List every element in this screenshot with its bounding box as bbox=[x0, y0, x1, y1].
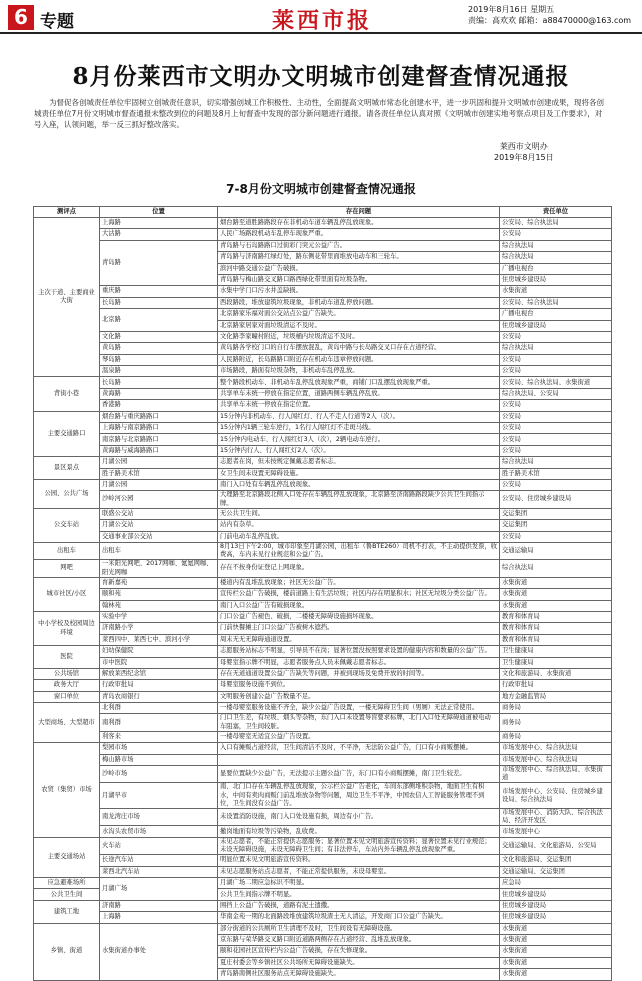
responsible-unit-cell: 水集街道 bbox=[500, 934, 612, 945]
problem-cell: 公共卫生间指示牌不明显。 bbox=[218, 889, 500, 900]
location-cell: 大沽路 bbox=[100, 229, 218, 240]
problem-cell: 南门入口处有车辆乱停乱放现象。 bbox=[218, 479, 500, 490]
responsible-unit-cell: 公安局、综合执法局 bbox=[500, 218, 612, 229]
problem-cell: 文化路李家疃村附近，垃圾桶内垃圾清运不及时。 bbox=[218, 331, 500, 342]
issue-info bbox=[468, 4, 631, 26]
location-cell: 莱西北汽车站 bbox=[100, 866, 218, 877]
location-cell: 济南路 bbox=[100, 900, 218, 911]
problem-cell: 青岛路南侧社区服务站点无障碍设施缺失。 bbox=[218, 969, 500, 980]
table-row bbox=[34, 560, 612, 577]
responsible-unit-cell: 文化和旅游局、交运集团 bbox=[500, 855, 612, 866]
problem-cell: 显要位置缺少公益广告，无法提示主题公益广告，东门口有小商贩摆摊，南门卫生较差。 bbox=[218, 766, 500, 783]
page-number: 6 bbox=[8, 5, 34, 30]
table-row bbox=[34, 691, 612, 702]
problem-cell: 志愿服务站标志不明显，引导员不在岗；显著位置没按照要求设置的健康内容和数量的公益广告。 bbox=[218, 646, 500, 657]
location-cell: 月湖早市 bbox=[100, 783, 218, 809]
responsible-unit-cell: 水集街道 bbox=[500, 286, 612, 297]
table-row bbox=[34, 218, 612, 229]
responsible-unit-cell: 公安局、综合执法局 bbox=[500, 297, 612, 308]
signature-block bbox=[494, 141, 554, 163]
signature-org: 莱西市文明办 bbox=[499, 142, 548, 151]
problem-cell: 母婴室服务设施不到位。 bbox=[218, 680, 500, 691]
evaluation-point-cell: 景区景点 bbox=[34, 457, 100, 480]
table-row bbox=[34, 731, 612, 742]
responsible-unit-cell: 交通运输局、交运集团 bbox=[500, 866, 612, 877]
table-row bbox=[34, 491, 612, 508]
problem-cell: 北京路家乐福对面公交站点公益广告缺失。 bbox=[218, 309, 500, 320]
location-cell: 翰林苑 bbox=[100, 600, 218, 611]
table-row bbox=[34, 611, 612, 622]
location-cell: 长岛路 bbox=[100, 377, 218, 388]
location-cell: 长岛路 bbox=[100, 297, 218, 308]
table-row bbox=[34, 783, 612, 809]
responsible-unit-cell: 住房城乡建设局 bbox=[500, 320, 612, 331]
problem-cell: 华南金苑一期的北面路段堆放建筑垃圾渣土无人清运，开发商门口公益广告缺失。 bbox=[218, 912, 500, 923]
responsible-unit-cell: 公安局 bbox=[500, 229, 612, 240]
responsible-unit-cell: 综合执法局、公安局 bbox=[500, 388, 612, 399]
table-row bbox=[34, 400, 612, 411]
responsible-unit-cell: 广播电视台 bbox=[500, 263, 612, 274]
location-cell: 月湖广场 bbox=[100, 878, 218, 901]
table-row bbox=[34, 577, 612, 588]
location-cell: 月湖公园 bbox=[100, 457, 218, 468]
evaluation-point-cell: 公共场馆 bbox=[34, 668, 100, 679]
table-row bbox=[34, 855, 612, 866]
evaluation-point-cell: 农贸（集贸）市场 bbox=[34, 743, 100, 838]
location-cell: 利客来 bbox=[100, 731, 218, 742]
evaluation-point-cell: 医院 bbox=[34, 646, 100, 669]
responsible-unit-cell: 交运集团 bbox=[500, 520, 612, 531]
table-row bbox=[34, 479, 612, 490]
location-cell: 北利群 bbox=[100, 703, 218, 714]
location-cell: 解放莱西纪念馆 bbox=[100, 668, 218, 679]
evaluation-point-cell: 城市社区/小区 bbox=[34, 577, 100, 611]
evaluation-point-cell: 公园、公共广场 bbox=[34, 479, 100, 508]
section-label: 专题 bbox=[40, 12, 74, 32]
responsible-unit-cell: 公安局 bbox=[500, 411, 612, 422]
location-cell: 重庆路 bbox=[100, 286, 218, 297]
problem-cell bbox=[218, 754, 500, 765]
location-cell: 济南路小学 bbox=[100, 623, 218, 634]
location-cell: 水集街道办事处 bbox=[100, 923, 218, 980]
responsible-unit-cell: 交运集团 bbox=[500, 508, 612, 519]
location-cell: 莱西四中、莱西七中、滨河小学 bbox=[100, 634, 218, 645]
problem-cell: 整个路段机动车、非机动车乱停乱放现象严重，商铺门口乱摆乱放现象严重。 bbox=[218, 377, 500, 388]
location-cell: 联盛公交站 bbox=[100, 508, 218, 519]
table-row bbox=[34, 923, 612, 934]
location-cell: 香港路 bbox=[100, 400, 218, 411]
problem-cell: 8月13日下午2:00，城市印象至月湖公园，出租车（鲁BTE260）司机不打表，不主动提供发票，收费高，车内未见行业规范和公益广告。 bbox=[218, 542, 500, 559]
evaluation-point-cell: 主要交通路口 bbox=[34, 411, 100, 457]
responsible-unit-cell: 公安局 bbox=[500, 479, 612, 490]
problem-cell: 一楼母婴室服务设施不齐全，缺少公益广告设置，一楼无障碍卫生间（男厕）无法正常使用。 bbox=[218, 703, 500, 714]
problem-cell: 入口有摊贩占道经营，卫生间清洁不及时，不平净，无法防公益广告，门口有小商贩摆摊。 bbox=[218, 743, 500, 754]
table-row bbox=[34, 520, 612, 531]
problem-cell: 15分钟内非机动车、行人闯红灯、行人不走人行道等2人（次）。 bbox=[218, 411, 500, 422]
location-cell: 梨园市场 bbox=[100, 743, 218, 754]
inspection-table bbox=[33, 206, 612, 981]
problem-cell: 15分钟内电动车、行人闯红灯3人（次），2辆电动车逆行。 bbox=[218, 434, 500, 445]
responsible-unit-cell: 水集街道 bbox=[500, 577, 612, 588]
responsible-unit-cell: 市场发展中心、综合执法局 bbox=[500, 754, 612, 765]
location-cell: 青岛路 bbox=[100, 240, 218, 286]
responsible-unit-cell: 地方金融监管局 bbox=[500, 691, 612, 702]
problem-cell: 青岛路与济南路红绿灯处，路东侧花带里面堆放电动车和三轮车。 bbox=[218, 252, 500, 263]
responsible-unit-cell: 市场发展中心、综合执法局 bbox=[500, 743, 612, 754]
responsible-unit-cell: 水集街道 bbox=[500, 957, 612, 968]
table-row bbox=[34, 445, 612, 456]
responsible-unit-cell: 公安局 bbox=[500, 445, 612, 456]
responsible-unit-cell: 住房城乡建设局 bbox=[500, 274, 612, 285]
table-row bbox=[34, 377, 612, 388]
responsible-unit-cell: 教育和体育局 bbox=[500, 623, 612, 634]
newspaper-logo: 莱西市报 bbox=[272, 8, 373, 34]
responsible-unit-cell: 市场发展中心、公安局、住房城乡建设局、综合执法局 bbox=[500, 783, 612, 809]
problem-cell: 市场路段，路面有垃圾杂物，非机动车乱停乱放。 bbox=[218, 366, 500, 377]
table-header-row bbox=[34, 207, 612, 218]
problem-cell: 存在无道通道设置公益广告缺失等问题，并被到现场及免费开放的时间等。 bbox=[218, 668, 500, 679]
table-row bbox=[34, 837, 612, 854]
responsible-unit-cell: 商务局 bbox=[500, 714, 612, 731]
location-cell: 北京路 bbox=[100, 309, 218, 332]
responsible-unit-cell: 公安局、综合执法局、水集街道 bbox=[500, 377, 612, 388]
problem-cell: 水集中学门口污水井盖缺损。 bbox=[218, 286, 500, 297]
problem-cell: 人民广场路段机动车乱停车现象严重。 bbox=[218, 229, 500, 240]
location-cell: 黄海路 bbox=[100, 388, 218, 399]
location-cell: 市中医院 bbox=[100, 657, 218, 668]
responsible-unit-cell: 水集街道 bbox=[500, 923, 612, 934]
problem-cell: 撤岗地面有垃圾等污染物，乱收费。 bbox=[218, 826, 500, 837]
table-row bbox=[34, 766, 612, 783]
table-row bbox=[34, 878, 612, 889]
location-cell: 火车站 bbox=[100, 837, 218, 854]
responsible-unit-cell: 水集街道 bbox=[500, 589, 612, 600]
responsible-unit-cell: 公安局 bbox=[500, 434, 612, 445]
responsible-unit-cell: 教育和体育局 bbox=[500, 634, 612, 645]
table-row bbox=[34, 354, 612, 365]
problem-cell: 15分钟内行人、行人闯红灯2人（次）。 bbox=[218, 445, 500, 456]
location-cell: 黄海路与威海路路口 bbox=[100, 445, 218, 456]
evaluation-point-cell: 中小学校及校园周边环境 bbox=[34, 611, 100, 645]
problem-cell: 宣传栏公益广告破损，楼前道路上有生活垃圾；社区内存在明显积水；社区无垃圾分类公益广告。 bbox=[218, 589, 500, 600]
table-row bbox=[34, 623, 612, 634]
table-row bbox=[34, 826, 612, 837]
problem-cell: 文明服务创建公益广告数量不足。 bbox=[218, 691, 500, 702]
responsible-unit-cell: 综合执法局 bbox=[500, 343, 612, 354]
table-row bbox=[34, 411, 612, 422]
responsible-unit-cell: 住房城乡建设局 bbox=[500, 889, 612, 900]
location-cell: 行政审批局 bbox=[100, 680, 218, 691]
responsible-unit-cell: 市场发展中心 bbox=[500, 826, 612, 837]
signature-date: 2019年8月15日 bbox=[494, 153, 554, 162]
evaluation-point-cell: 主要交通场站 bbox=[34, 837, 100, 877]
problem-cell: 一楼母婴室无适宜公益广告设置。 bbox=[218, 731, 500, 742]
problem-cell: 站内有杂草。 bbox=[218, 520, 500, 531]
evaluation-point-cell: 乡镇、街道 bbox=[34, 923, 100, 980]
responsible-unit-cell: 交通运输局、文化旅游局、公安局 bbox=[500, 837, 612, 854]
problem-cell: 围挡上公益广告破损，道路有泥土遗撒。 bbox=[218, 900, 500, 911]
header-cell: 测评点 bbox=[34, 207, 100, 218]
problem-cell: 南、北门口存在车辆乱停乱放现象，公示栏公益广告老化，车间东部侧堆积杂物，地面卫生有积水，中间有卖肉商贩门前乱堆放杂物等问题，周边卫生不平净，中国农信人工智能服务管理不到位，卫生间没有公益广告。 bbox=[218, 783, 500, 809]
table-row bbox=[34, 240, 612, 251]
table-row bbox=[34, 680, 612, 691]
table-row bbox=[34, 646, 612, 657]
problem-cell: 未见志愿者，不能正常提供志愿服务；显著位置未见文明旅游宣传资料；显著位置未见行业规范；未设无障碍设施，未设无障碍卫生间；有非法停车，车站内外车辆乱停乱放现象严重。 bbox=[218, 837, 500, 854]
evaluation-point-cell: 公交车站 bbox=[34, 508, 100, 542]
location-cell: 南京路与北京路路口 bbox=[100, 434, 218, 445]
table-row bbox=[34, 297, 612, 308]
problem-cell: 颐和花园社区宣传栏内公益广告破损，存在失修现象。 bbox=[218, 946, 500, 957]
location-cell: 南利群 bbox=[100, 714, 218, 731]
location-cell: 妇幼保健院 bbox=[100, 646, 218, 657]
responsible-unit-cell: 公安局 bbox=[500, 423, 612, 434]
location-cell: 黄岛路 bbox=[100, 343, 218, 354]
location-cell: 颐和苑 bbox=[100, 589, 218, 600]
responsible-unit-cell: 商务局 bbox=[500, 703, 612, 714]
evaluation-point-cell: 出租车 bbox=[34, 542, 100, 559]
page-header bbox=[0, 0, 642, 34]
location-cell: 胜子路美术馆 bbox=[100, 468, 218, 479]
problem-cell: 烟台路至道胜路路段存在非机动车道车辆乱停乱放现象。 bbox=[218, 218, 500, 229]
problem-cell: 滨河中路交通公益广告破损。 bbox=[218, 263, 500, 274]
table-row bbox=[34, 754, 612, 765]
header-cell: 位置 bbox=[100, 207, 218, 218]
table-row bbox=[34, 286, 612, 297]
location-cell: 月湖公园 bbox=[100, 479, 218, 490]
responsible-unit-cell: 综合执法局 bbox=[500, 252, 612, 263]
problem-cell: 北京路家居家对面垃圾清运不及时。 bbox=[218, 320, 500, 331]
table-row bbox=[34, 309, 612, 320]
article-intro: 为督促各创城责任单位牢固树立创城责任意识，切实增强创城工作积极性、主动性，全面提高文明城市常态化创建水平，进一步巩固和提升文明城市创建成果，现将各创城责任单位7月份文明城市督查通报未整改到位的问题及8月上旬督查中发现的部分新问题进行通报。请各责任单位认真对照《文明城市创建实地考察点项目及工作要求》，对号入座，认领问题，举一反三抓好整改落实。 bbox=[34, 98, 604, 129]
article-title: 8月份莱西市文明办文明城市创建督查情况通报 bbox=[72, 63, 570, 90]
problem-cell: 楼道内有乱堆乱放现象；社区无公益广告。 bbox=[218, 577, 500, 588]
table-row bbox=[34, 657, 612, 668]
responsible-unit-cell: 住房城乡建设局 bbox=[500, 912, 612, 923]
problem-cell: 存在不按身份证登记上网现象。 bbox=[218, 560, 500, 577]
responsible-unit-cell: 交通运输局 bbox=[500, 542, 612, 559]
location-cell: 沙岭市场 bbox=[100, 766, 218, 783]
location-cell: 一米阳光网吧、2017网咖、氪氪网咖、阳光网咖 bbox=[100, 560, 218, 577]
responsible-unit-cell: 教育和体育局 bbox=[500, 611, 612, 622]
responsible-unit-cell: 公安局 bbox=[500, 354, 612, 365]
problem-cell: 共享单车未统一停放在指定位置。 bbox=[218, 400, 500, 411]
location-cell: 梅山路市场 bbox=[100, 754, 218, 765]
table-row bbox=[34, 343, 612, 354]
problem-cell: 母婴室指示牌不明显，志愿者服务点人员未佩戴志愿者标志。 bbox=[218, 657, 500, 668]
location-cell: 烟台路与重庆路路口 bbox=[100, 411, 218, 422]
responsible-unit-cell: 综合执法局 bbox=[500, 240, 612, 251]
table-row bbox=[34, 589, 612, 600]
responsible-unit-cell: 广播电视台 bbox=[500, 309, 612, 320]
problem-cell: 门口卫生差，有垃圾、烟头等杂物，东门入口未设置导盲要求标牌，北门入口处无障碍通道被电动车阻塞，卫生间较脏。 bbox=[218, 714, 500, 731]
responsible-unit-cell: 文化和旅游局、水集街道 bbox=[500, 668, 612, 679]
table-caption: 7-8月份文明城市创建督查情况通报 bbox=[226, 182, 416, 196]
table-row bbox=[34, 600, 612, 611]
responsible-unit-cell: 水集街道 bbox=[500, 946, 612, 957]
problem-cell: 部分街道的公共厕所卫生清理不及时，卫生间设有无障碍设施。 bbox=[218, 923, 500, 934]
location-cell: 交通事业部公交站 bbox=[100, 531, 218, 542]
location-cell: 长途汽车站 bbox=[100, 855, 218, 866]
location-cell: 育新嘉苑 bbox=[100, 577, 218, 588]
problem-cell: 西段路段，堆放建筑垃圾现象，非机动车道乱停放问题。 bbox=[218, 297, 500, 308]
table-row bbox=[34, 457, 612, 468]
problem-cell: 青岛路与梅山路交叉路口路西绿化带里面有垃圾杂物。 bbox=[218, 274, 500, 285]
location-cell: 实验中学 bbox=[100, 611, 218, 622]
problem-cell: 京东路与荣华路交叉路口附近道路两侧存在占道经营、乱堆乱放现象。 bbox=[218, 934, 500, 945]
table-body bbox=[34, 218, 612, 981]
table-row bbox=[34, 912, 612, 923]
evaluation-point-cell: 政务大厅 bbox=[34, 680, 100, 691]
responsible-unit-cell: 卫生健康局 bbox=[500, 657, 612, 668]
responsible-unit-cell: 胜子路美术馆 bbox=[500, 468, 612, 479]
responsible-unit-cell: 公安局 bbox=[500, 531, 612, 542]
responsible-unit-cell: 应急局 bbox=[500, 878, 612, 889]
location-cell: 月湖公交站 bbox=[100, 520, 218, 531]
table-row bbox=[34, 531, 612, 542]
responsible-unit-cell: 商务局 bbox=[500, 731, 612, 742]
evaluation-point-cell: 网吧 bbox=[34, 560, 100, 577]
location-cell: 上海路 bbox=[100, 912, 218, 923]
problem-cell: 女卫生间未设置无障碍设施。 bbox=[218, 468, 500, 479]
problem-cell: 月湖广场二期应急标识不明显。 bbox=[218, 878, 500, 889]
problem-cell: 无公共卫生间。 bbox=[218, 508, 500, 519]
responsible-unit-cell: 卫生健康局 bbox=[500, 646, 612, 657]
evaluation-point-cell: 背街小巷 bbox=[34, 377, 100, 411]
table-row bbox=[34, 468, 612, 479]
table-row bbox=[34, 634, 612, 645]
header-cell: 责任单位 bbox=[500, 207, 612, 218]
responsible-unit-cell: 市场发展中心、消防大队、综合执法局、经济开发区 bbox=[500, 809, 612, 826]
location-cell: 文化路 bbox=[100, 331, 218, 342]
problem-cell: 周末无无无障碍通道设置。 bbox=[218, 634, 500, 645]
problem-cell: 未设置消防设施，南门入口处设施有损，周边有小广告。 bbox=[218, 809, 500, 826]
problem-cell: 明显位置未见文明旅游宣传资料。 bbox=[218, 855, 500, 866]
evaluation-point-cell: 公共卫生间 bbox=[34, 889, 100, 900]
location-cell: 琴岛路 bbox=[100, 354, 218, 365]
responsible-unit-cell: 市场发展中心、综合执法局、水集街道 bbox=[500, 766, 612, 783]
table-row bbox=[34, 423, 612, 434]
editor-info: 责编：高欢欢 邮箱：a88470000@163.com bbox=[468, 16, 632, 25]
problem-cell: 青岛路与石岛路路口过街彩门突元公益广告。 bbox=[218, 240, 500, 251]
responsible-unit-cell: 公安局 bbox=[500, 400, 612, 411]
responsible-unit-cell: 行政审批局 bbox=[500, 680, 612, 691]
table-row bbox=[34, 229, 612, 240]
location-cell: 温泉路 bbox=[100, 366, 218, 377]
problem-cell: 共享单车未统一停放在指定位置，道路两侧车辆乱停乱放。 bbox=[218, 388, 500, 399]
problem-cell: 人民路附近，长岛路路口附近存在机动车违章停放问题。 bbox=[218, 354, 500, 365]
evaluation-point-cell: 主次干道、主要商业大街 bbox=[34, 218, 100, 377]
header-cell: 存在问题 bbox=[218, 207, 500, 218]
table-row bbox=[34, 809, 612, 826]
location-cell: 上海路与南京路路口 bbox=[100, 423, 218, 434]
problem-cell: 大理路至北京路段北侧入口处存在车辆乱停乱放现象，北京路至济南路路段缺少公共卫生间指示牌。 bbox=[218, 491, 500, 508]
problem-cell: 志愿者在岗，但未按规定佩戴志愿者标志。 bbox=[218, 457, 500, 468]
table-row bbox=[34, 388, 612, 399]
table-row bbox=[34, 508, 612, 519]
responsible-unit-cell: 综合执法局 bbox=[500, 560, 612, 577]
table-row bbox=[34, 366, 612, 377]
evaluation-point-cell: 建筑工地 bbox=[34, 900, 100, 923]
evaluation-point-cell: 应急避难场所 bbox=[34, 878, 100, 889]
responsible-unit-cell: 综合执法局 bbox=[500, 457, 612, 468]
location-cell: 出租车 bbox=[100, 542, 218, 559]
problem-cell: 门前快餐摊主门口公益广告被树木遮挡。 bbox=[218, 623, 500, 634]
table-row bbox=[34, 542, 612, 559]
table-row bbox=[34, 668, 612, 679]
responsible-unit-cell: 住房城乡建设局 bbox=[500, 900, 612, 911]
table-row bbox=[34, 331, 612, 342]
problem-cell: 南门入口公益广告有破损现象。 bbox=[218, 600, 500, 611]
table-row bbox=[34, 714, 612, 731]
responsible-unit-cell: 水集街道 bbox=[500, 600, 612, 611]
responsible-unit-cell: 水集街道 bbox=[500, 969, 612, 980]
problem-cell: 黄岛路各学校门口的自行车摆放混乱，黄岛中路与长岛路交叉口存在占道经营。 bbox=[218, 343, 500, 354]
table-row bbox=[34, 434, 612, 445]
table-row bbox=[34, 900, 612, 911]
problem-cell: 夏庄村委会等乡镇社区公共场所无障碍设施缺失。 bbox=[218, 957, 500, 968]
evaluation-point-cell: 窗口单位 bbox=[34, 691, 100, 702]
problem-cell: 门前电动车乱停乱放。 bbox=[218, 531, 500, 542]
location-cell: 水沟头农贸市场 bbox=[100, 826, 218, 837]
table-row bbox=[34, 703, 612, 714]
responsible-unit-cell: 公安局 bbox=[500, 331, 612, 342]
responsible-unit-cell: 公安局、住房城乡建设局 bbox=[500, 491, 612, 508]
location-cell: 沙岭河公园 bbox=[100, 491, 218, 508]
issue-date: 2019年8月16日 星期五 bbox=[468, 5, 555, 14]
problem-cell: 15分钟内1辆三轮车逆行，1名行人闯红灯不走斑马线。 bbox=[218, 423, 500, 434]
table-row bbox=[34, 743, 612, 754]
location-cell: 南龙湾庄市场 bbox=[100, 809, 218, 826]
location-cell: 青岛农商银行 bbox=[100, 691, 218, 702]
problem-cell: 未见志愿服务站点志愿者，不能正常提供服务，未设母婴室。 bbox=[218, 866, 500, 877]
table-row bbox=[34, 866, 612, 877]
location-cell: 上海路 bbox=[100, 218, 218, 229]
responsible-unit-cell: 公安局 bbox=[500, 366, 612, 377]
evaluation-point-cell: 大型商场、大型超市 bbox=[34, 703, 100, 743]
problem-cell: 门口公益广告褪色、破损，二楼楼无障碍设施损坏现象。 bbox=[218, 611, 500, 622]
